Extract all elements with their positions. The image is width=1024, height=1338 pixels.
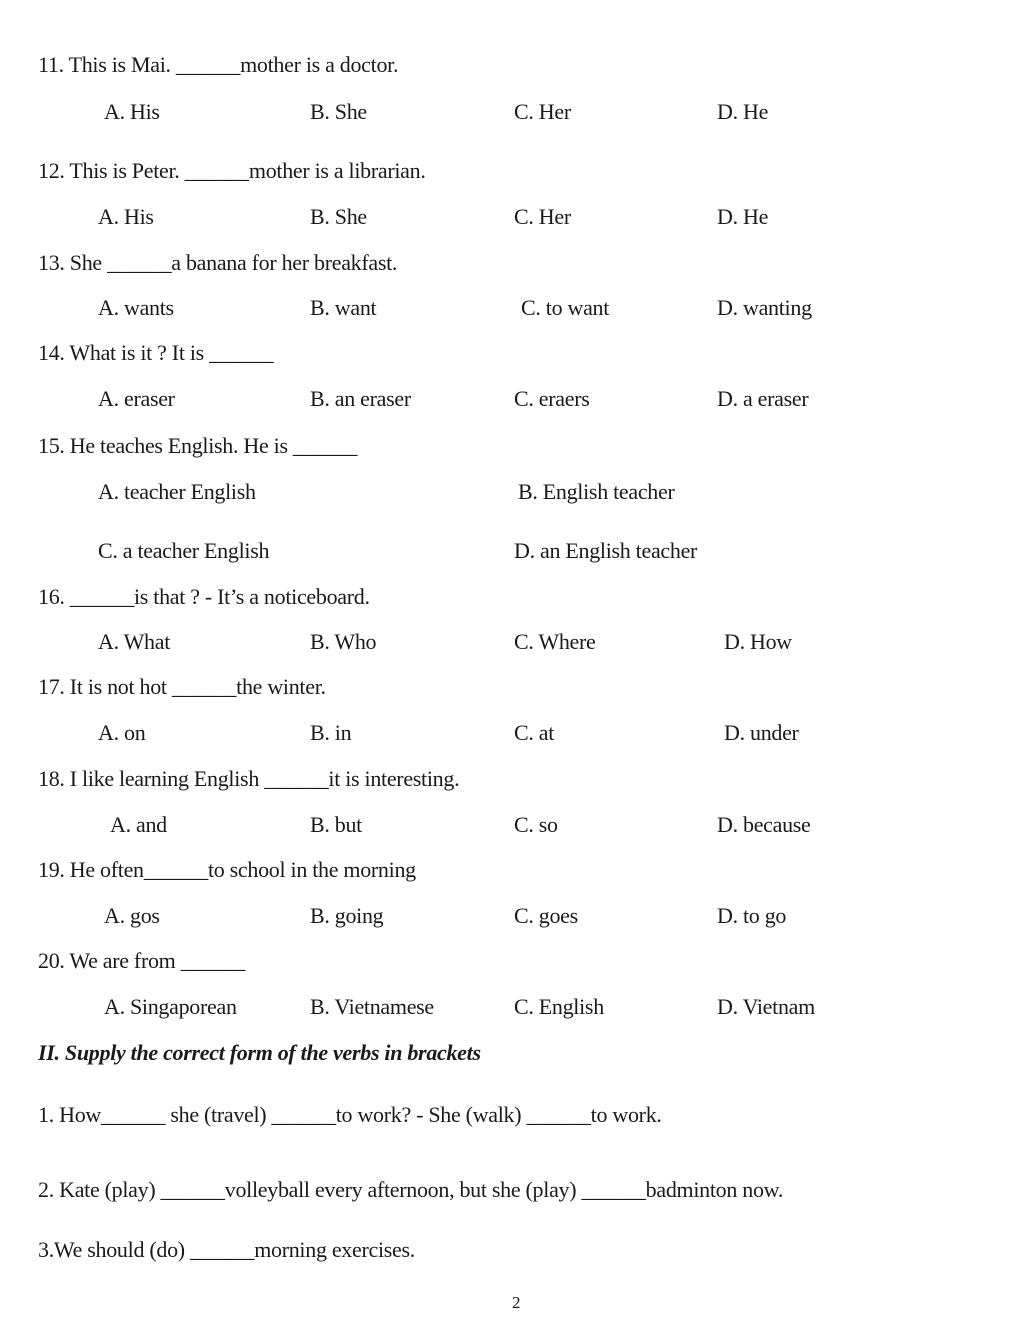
section-2-item-3: 3.We should (do) ______morning exercises.	[38, 1237, 415, 1262]
question-19-stem: 19. He often______to school in the morning	[38, 857, 416, 882]
question-11-stem: 11. This is Mai. ______mother is a doctor.	[38, 52, 399, 77]
question-19-option-d[interactable]: D. to go	[717, 903, 787, 928]
question-20-option-c[interactable]: C. English	[514, 994, 604, 1019]
question-17-option-d[interactable]: D. under	[724, 720, 799, 745]
question-11-option-d[interactable]: D. He	[717, 99, 769, 124]
question-14-stem: 14. What is it ? It is ______	[38, 340, 274, 365]
question-19-option-c[interactable]: C. goes	[514, 903, 578, 928]
question-15-option-d[interactable]: D. an English teacher	[514, 538, 698, 563]
question-13-stem: 13. She ______a banana for her breakfast.	[38, 250, 398, 275]
question-16-option-c[interactable]: C. Where	[514, 629, 596, 654]
question-20-option-a[interactable]: A. Singaporean	[104, 994, 237, 1019]
question-11-option-b[interactable]: B. She	[310, 99, 367, 124]
question-17-stem: 17. It is not hot ______the winter.	[38, 674, 326, 699]
section-2-item-2: 2. Kate (play) ______volleyball every afternoon, but she (play) ______badminton now.	[38, 1177, 784, 1202]
question-15-option-a[interactable]: A. teacher English	[98, 479, 256, 504]
question-18-option-b[interactable]: B. but	[310, 812, 362, 837]
question-12-option-c[interactable]: C. Her	[514, 204, 571, 229]
question-16-stem: 16. ______is that ? - It’s a noticeboard.	[38, 584, 370, 609]
question-12-stem: 12. This is Peter. ______mother is a librarian.	[38, 158, 426, 183]
question-17-option-c[interactable]: C. at	[514, 720, 555, 745]
question-20-option-b[interactable]: B. Vietnamese	[310, 994, 434, 1019]
page-number: 2	[512, 1293, 521, 1312]
question-13-option-d[interactable]: D. wanting	[717, 295, 812, 320]
question-11-option-c[interactable]: C. Her	[514, 99, 571, 124]
question-20-option-d[interactable]: D. Vietnam	[717, 994, 815, 1019]
question-18-option-a[interactable]: A. and	[110, 812, 167, 837]
question-12-option-b[interactable]: B. She	[310, 204, 367, 229]
question-13-option-c[interactable]: C. to want	[521, 295, 610, 320]
section-2-title: II. Supply the correct form of the verbs in brackets	[38, 1040, 481, 1065]
question-19-option-b[interactable]: B. going	[310, 903, 384, 928]
question-14-option-b[interactable]: B. an eraser	[310, 386, 411, 411]
question-18-option-d[interactable]: D. because	[717, 812, 811, 837]
question-11-option-a[interactable]: A. His	[104, 99, 160, 124]
question-14-option-c[interactable]: C. eraers	[514, 386, 590, 411]
question-16-option-d[interactable]: D. How	[724, 629, 792, 654]
question-17-option-b[interactable]: B. in	[310, 720, 352, 745]
question-18-option-c[interactable]: C. so	[514, 812, 558, 837]
question-15-option-c[interactable]: C. a teacher English	[98, 538, 270, 563]
question-16-option-a[interactable]: A. What	[98, 629, 171, 654]
question-14-option-a[interactable]: A. eraser	[98, 386, 175, 411]
section-2-item-1: 1. How______ she (travel) ______to work? - She (walk) ______to work.	[38, 1102, 662, 1127]
question-13-option-a[interactable]: A. wants	[98, 295, 174, 320]
question-12-option-a[interactable]: A. His	[98, 204, 154, 229]
question-18-stem: 18. I like learning English ______it is interesting.	[38, 766, 460, 791]
question-19-option-a[interactable]: A. gos	[104, 903, 160, 928]
question-20-stem: 20. We are from ______	[38, 948, 245, 973]
question-15-stem: 15. He teaches English. He is ______	[38, 433, 358, 458]
question-13-option-b[interactable]: B. want	[310, 295, 377, 320]
question-12-option-d[interactable]: D. He	[717, 204, 769, 229]
question-14-option-d[interactable]: D. a eraser	[717, 386, 809, 411]
question-15-option-b[interactable]: B. English teacher	[518, 479, 675, 504]
question-16-option-b[interactable]: B. Who	[310, 629, 377, 654]
question-17-option-a[interactable]: A. on	[98, 720, 146, 745]
